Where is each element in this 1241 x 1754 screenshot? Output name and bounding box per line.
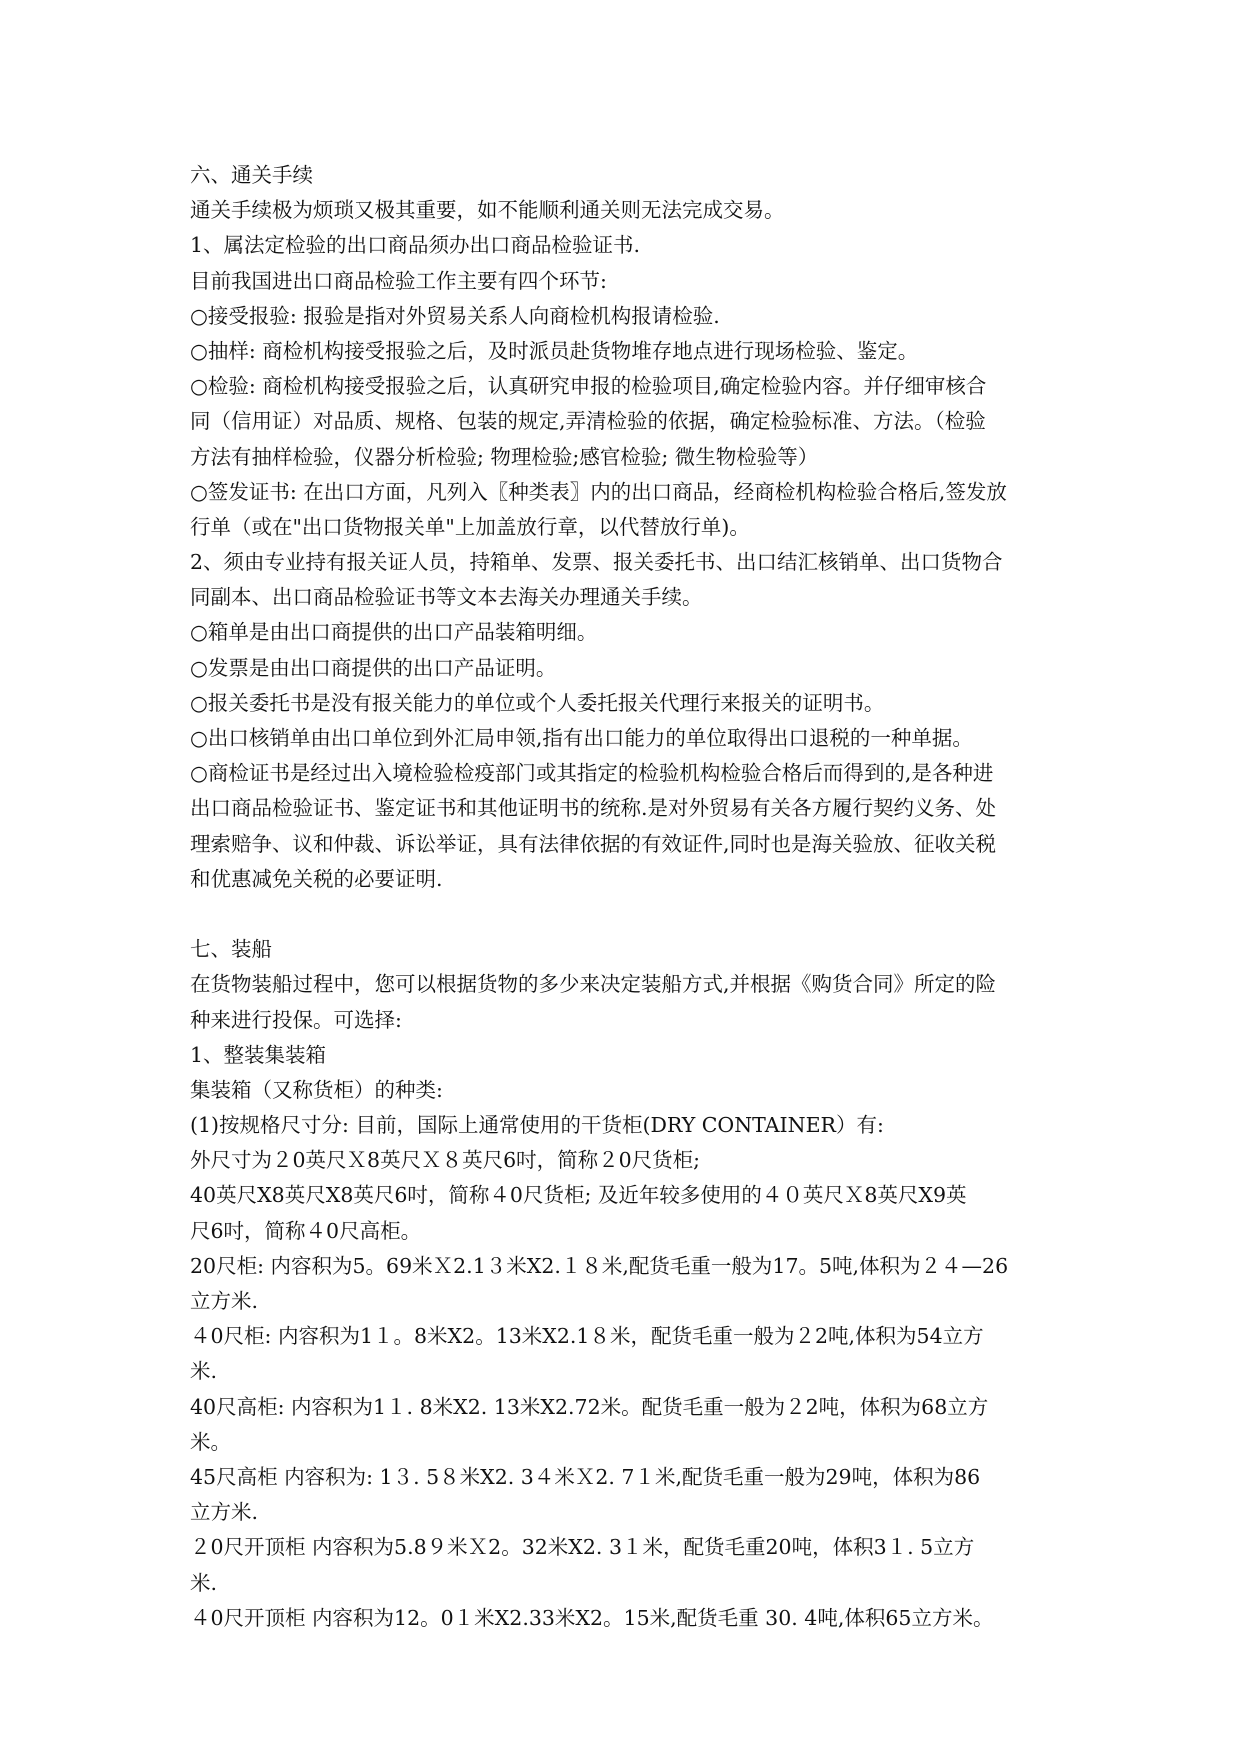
paragraph-line: 尺6吋，简称４0尺高柜。 [190, 1218, 422, 1243]
paragraph-line: ○发票是由出口商提供的出口产品证明。 [190, 655, 557, 680]
paragraph-line: 米. [190, 1359, 218, 1384]
paragraph-line: (1)按规格尺寸分: 目前，国际上通常使用的干货柜(DRY CONTAINER）有: [190, 1113, 884, 1138]
paragraph-line: ○检验: 商检机构接受报验之后，认真研究申报的检验项目,确定检验内容。并仔细审核合 [190, 374, 987, 399]
paragraph-line: 20尺柜: 内容积为5。69米Ｘ2.1３米X2.１８米,配货毛重一般为17。5吨,体积为２４—26 [190, 1253, 1009, 1278]
paragraph-line: 行单（或在"出口货物报关单"上加盖放行章，以代替放行单)。 [190, 514, 750, 539]
document-body [190, 158, 1066, 1636]
paragraph-line: 目前我国进出口商品检验工作主要有四个环节: [190, 268, 607, 293]
paragraph-line: 在货物装船过程中，您可以根据货物的多少来决定装船方式,并根据《购货合同》所定的险 [190, 972, 997, 997]
paragraph-line: 1、属法定检验的出口商品须办出口商品检验证书. [190, 233, 641, 258]
paragraph-line: ○报关委托书是没有报关能力的单位或个人委托报关代理行来报关的证明书。 [190, 690, 885, 715]
paragraph-line: ○签发证书: 在出口方面，凡列入〖种类表〗内的出口商品，经商检机构检验合格后,签发放 [190, 479, 1007, 504]
paragraph-line: ２0尺开顶柜 内容积为5.8９米Ｘ2。32米X2. 3１米，配货毛重20吨，体积3１. 5立方 [190, 1535, 975, 1560]
paragraph-line: ○抽样: 商检机构接受报验之后，及时派员赴货物堆存地点进行现场检验、鉴定。 [190, 338, 919, 363]
paragraph-line: 外尺寸为２0英尺Ｘ8英尺Ｘ８英尺6吋，简称２0尺货柜; [190, 1148, 701, 1173]
paragraph-line: 和优惠减免关税的必要证明. [190, 866, 443, 891]
section-heading: 七、装船 [190, 937, 272, 962]
paragraph-line: 2、须由专业持有报关证人员，持箱单、发票、报关委托书、出口结汇核销单、出口货物合 [190, 550, 1003, 575]
paragraph-line: ○商检证书是经过出入境检验检疫部门或其指定的检验机构检验合格后而得到的,是各种进 [190, 761, 994, 786]
paragraph-line: ４0尺开顶柜 内容积为12。0１米X2.33米X2。15米,配货毛重 30. 4吨,体积65立方米。 [190, 1605, 994, 1630]
paragraph-line: ○接受报验: 报验是指对外贸易关系人向商检机构报请检验. [190, 303, 720, 328]
paragraph-line: 理索赔争、议和仲裁、诉讼举证，具有法律依据的有效证件,同时也是海关验放、征收关税 [190, 831, 997, 856]
paragraph-line: 米. [190, 1570, 218, 1595]
paragraph-line: 立方米. [190, 1289, 259, 1313]
section-heading: 六、通关手续 [190, 163, 313, 187]
paragraph-line: 45尺高柜 内容积为: 1３. 5８米X2. 3４米Ｘ2. 7１米,配货毛重一般为29吨，体积为86 [190, 1464, 981, 1489]
paragraph-line: ○出口核销单由出口单位到外汇局申领,指有出口能力的单位取得出口退税的一种单据。 [190, 726, 973, 750]
paragraph-line: 种来进行投保。可选择: [190, 1007, 402, 1032]
paragraph-line: 40英尺X8英尺X8英尺6吋，简称４0尺货柜; 及近年较多使用的４０英尺Ｘ8英尺X9英 [190, 1183, 967, 1208]
paragraph-line: 同（信用证）对品质、规格、包装的规定,弄清检验的依据，确定检验标准、方法。（检验 [190, 409, 986, 434]
paragraph-line: 出口商品检验证书、鉴定证书和其他证明书的统称.是对外贸易有关各方履行契约义务、处 [190, 796, 997, 821]
paragraph-line: 集装箱（又称货柜）的种类: [190, 1077, 443, 1102]
paragraph-line: 方法有抽样检验，仪器分析检验; 物理检验;感官检验; 微生物检验等） [190, 444, 819, 469]
paragraph-line: ○箱单是由出口商提供的出口产品装箱明细。 [190, 620, 598, 645]
paragraph-line: 同副本、出口商品检验证书等文本去海关办理通关手续。 [190, 585, 703, 610]
paragraph-line: 1、整装集装箱 [190, 1042, 327, 1067]
blank-line [190, 897, 1066, 932]
paragraph-line: 米。 [190, 1429, 231, 1454]
paragraph-line: ４0尺柜: 内容积为1１。8米X2。13米X2.1８米，配货毛重一般为２2吨,体积为54立方 [190, 1324, 984, 1349]
paragraph-line: 40尺高柜: 内容积为1１. 8米X2. 13米X2.72米。配货毛重一般为２2吨，体积为68立方 [190, 1394, 989, 1419]
paragraph-line: 通关手续极为烦琐又极其重要，如不能顺利通关则无法完成交易。 [190, 198, 785, 223]
paragraph-line: 立方米. [190, 1500, 259, 1525]
